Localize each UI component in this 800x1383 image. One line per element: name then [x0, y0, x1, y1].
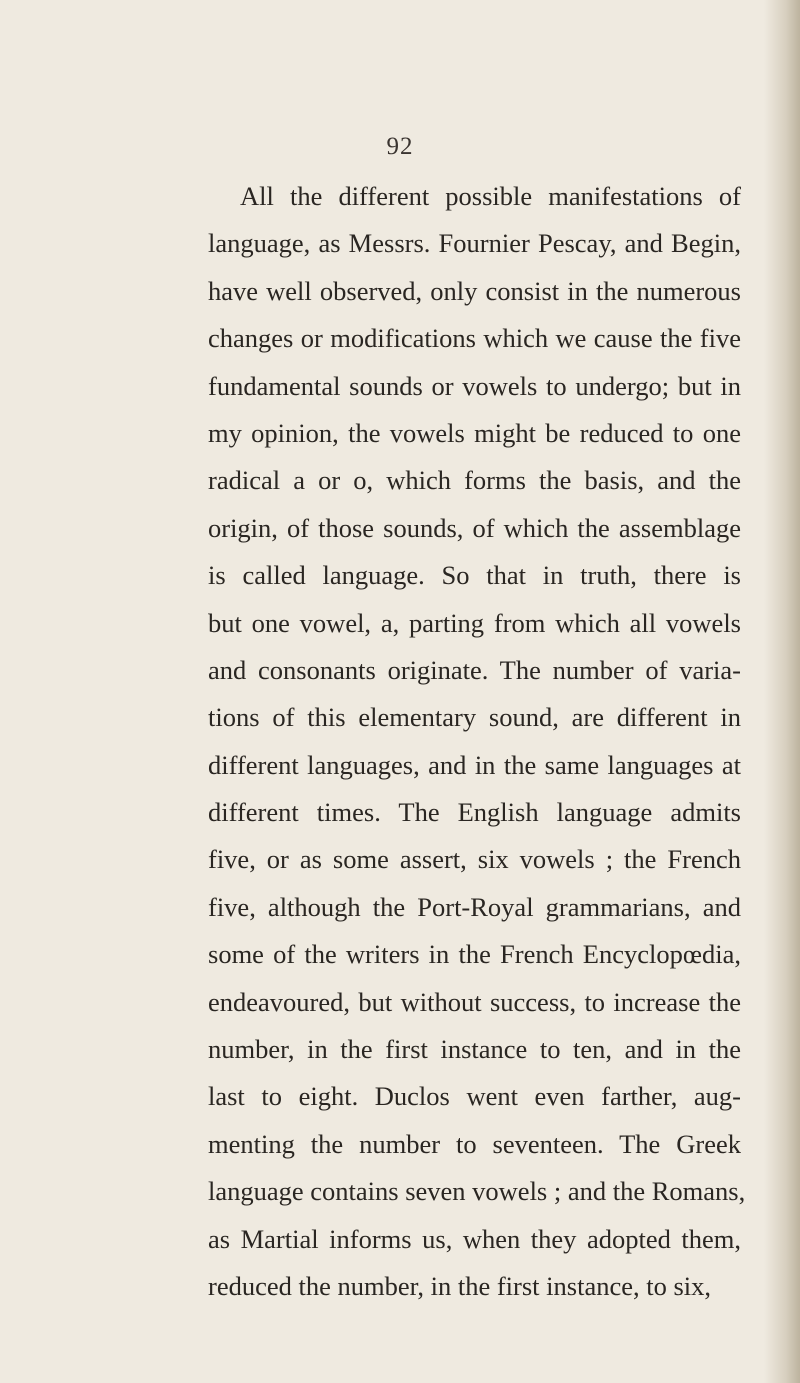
text-line: have well observed, only consist in the numerous	[208, 275, 741, 306]
text-line: menting the number to seventeen. The Greek	[208, 1128, 741, 1159]
text-line: different times. The English language admits	[208, 797, 741, 828]
text-line: tions of this elementary sound, are different in	[208, 702, 741, 733]
text-line: and consonants originate. The number of varia-	[208, 654, 741, 685]
text-line: as Martial informs us, when they adopted them,	[208, 1223, 741, 1254]
text-line: different languages, and in the same languages at	[208, 749, 741, 780]
page-number: 92	[386, 133, 414, 160]
text-line: fundamental sounds or vowels to undergo; but in	[208, 370, 741, 401]
text-line: origin, of those sounds, of which the assemblage	[208, 512, 741, 543]
text-line: but one vowel, a, parting from which all vowels	[208, 607, 741, 638]
text-line: reduced the number, in the first instance, to six,	[208, 1270, 712, 1301]
text-line: changes or modifications which we cause the five	[208, 323, 741, 354]
text-line: is called language. So that in truth, there is	[208, 560, 741, 591]
body-paragraph	[208, 173, 746, 1310]
text-line: last to eight. Duclos went even farther, aug-	[208, 1081, 741, 1112]
text-line: some of the writers in the French Encyclopœdia,	[208, 939, 741, 970]
text-line: endeavoured, but without success, to increase the	[208, 986, 741, 1017]
text-line: five, although the Port-Royal grammarians, and	[208, 891, 741, 922]
text-line: language contains seven vowels ; and the Romans,	[208, 1176, 746, 1207]
text-line: All the different possible manifestations of	[240, 181, 741, 211]
text-line: five, or as some assert, six vowels ; the French	[208, 844, 741, 875]
text-line: language, as Messrs. Fournier Pescay, and Begin,	[208, 228, 741, 259]
text-line: number, in the first instance to ten, and in the	[208, 1034, 741, 1065]
text-line: my opinion, the vowels might be reduced to one	[208, 417, 741, 448]
page-edge-shadow	[764, 0, 800, 1383]
text-line: radical a or o, which forms the basis, and the	[208, 465, 741, 496]
